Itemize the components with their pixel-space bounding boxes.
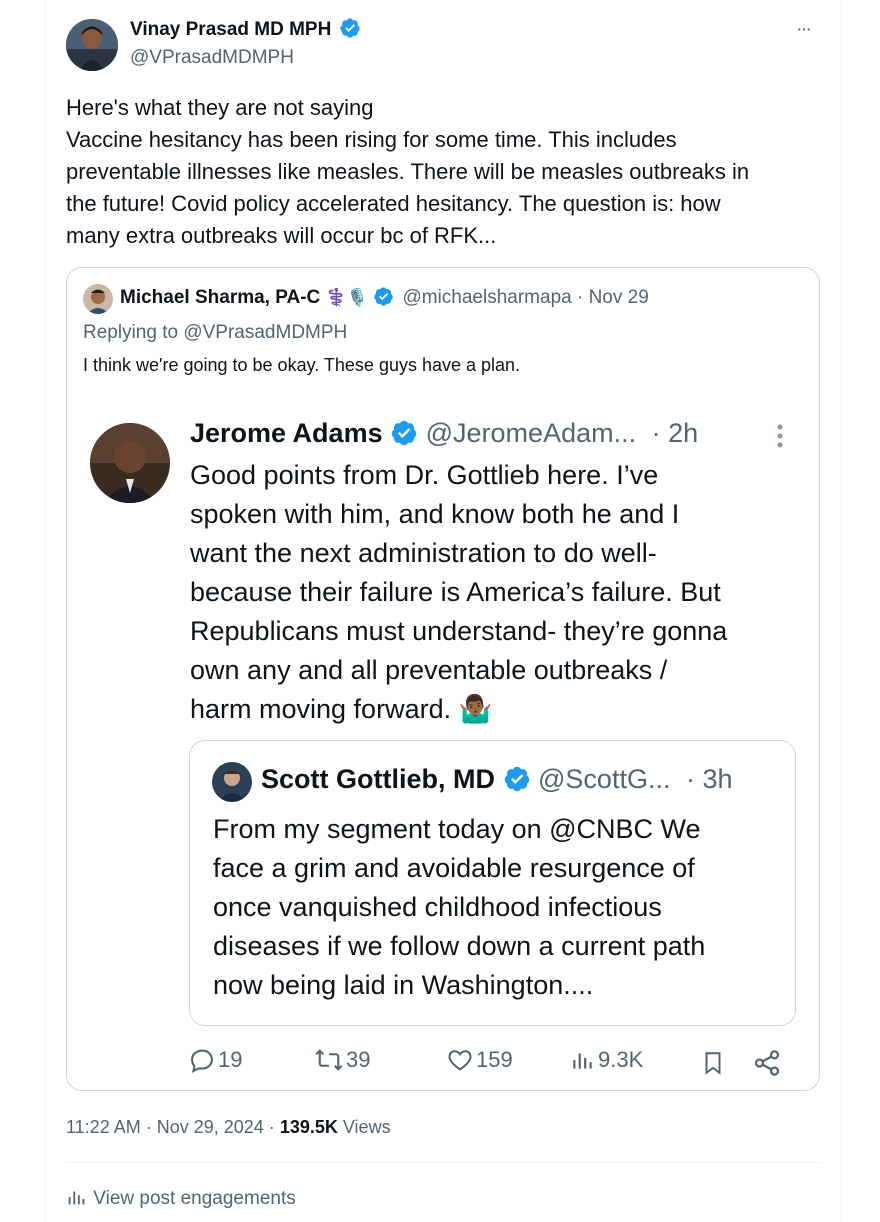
- jerome-time: · 2h: [651, 418, 699, 448]
- gottlieb-text: [213, 810, 705, 1005]
- jerome-text-line: harm moving forward. 🤷🏾‍♂️: [190, 694, 493, 724]
- like-count: 159: [476, 1047, 513, 1072]
- tweet-text-line: Here's what they are not saying: [66, 95, 374, 120]
- gottlieb-text-line: once vanquished childhood infectious: [213, 892, 662, 922]
- tweet-text-line: many extra outbreaks will occur bc of RFK...: [66, 223, 497, 248]
- gottlieb-name: Scott Gottlieb, MD: [261, 764, 495, 794]
- verified-badge-icon: [339, 17, 361, 39]
- quoted-author-name: Michael Sharma, PA-C: [120, 287, 321, 308]
- like-action: [446, 1046, 513, 1074]
- share-icon: [752, 1048, 782, 1078]
- quoted-handle-date: @michaelsharmapa · Nov 29: [402, 287, 649, 308]
- author-name[interactable]: Vinay Prasad MD MPH: [130, 19, 332, 40]
- verified-badge-icon: [373, 286, 394, 307]
- quoted-avatar-image: [83, 284, 113, 314]
- reply-action: [188, 1046, 242, 1074]
- reply-icon: [188, 1046, 216, 1074]
- replying-to: Replying to @VPrasadMDMPH: [83, 322, 348, 343]
- gottlieb-text-line: now being laid in Washington....: [213, 970, 594, 1000]
- views-count: 9.3K: [598, 1047, 644, 1072]
- jerome-text-line: because their failure is America’s failure. But: [190, 577, 721, 607]
- timestamp[interactable]: 11:22 AM · Nov 29, 2024 ·: [66, 1117, 275, 1137]
- gottlieb-avatar-image: [212, 762, 252, 802]
- engagements-label: View post engagements: [93, 1188, 296, 1209]
- author-avatar[interactable]: [66, 19, 118, 71]
- page-border-right: [841, 0, 842, 1222]
- verified-badge-icon: [503, 765, 531, 793]
- quoted-header-row: [120, 287, 649, 309]
- heart-icon: [446, 1046, 474, 1074]
- views-action: [570, 1046, 643, 1074]
- jerome-text: [190, 456, 727, 729]
- more-options-icon[interactable]: ···: [796, 18, 810, 40]
- views-count-main: 139.5K: [279, 1117, 338, 1137]
- views-label: Views: [342, 1117, 391, 1137]
- more-options-vertical-icon: [774, 422, 786, 450]
- author-handle[interactable]: @VPrasadMDMPH: [130, 47, 294, 68]
- jerome-name: Jerome Adams: [190, 418, 383, 448]
- repost-action: [314, 1046, 370, 1074]
- bookmark-icon: [700, 1049, 726, 1077]
- verified-badge-icon: [390, 419, 418, 447]
- repost-count: 39: [346, 1047, 371, 1072]
- tweet-text-line: preventable illnesses like measles. There will be measles outbreaks in: [66, 159, 750, 184]
- gottlieb-text-line: face a grim and avoidable resurgence of: [213, 853, 695, 883]
- tweet-text-line: Vaccine hesitancy has been rising for some time. This includes: [66, 127, 677, 152]
- jerome-handle: @JeromeAdam...: [425, 418, 637, 448]
- page-border-left: [44, 0, 45, 1222]
- jerome-text-line: spoken with him, and know both he and I: [190, 499, 680, 529]
- gottlieb-text-line: From my segment today on @CNBC We: [213, 814, 701, 844]
- analytics-icon: [570, 1046, 596, 1074]
- jerome-text-line: own any and all preventable outbreaks /: [190, 655, 668, 685]
- timestamp-row: [66, 1117, 391, 1138]
- view-engagements-link[interactable]: [66, 1186, 296, 1210]
- gottlieb-time: · 3h: [685, 764, 733, 794]
- divider: [66, 1162, 820, 1163]
- jerome-header-row: [190, 418, 698, 449]
- quoted-badges: ⚕️🎙️: [325, 288, 368, 307]
- avatar-image: [66, 19, 118, 71]
- tweet-text: [66, 92, 749, 252]
- gottlieb-handle: @ScottG...: [538, 764, 671, 794]
- jerome-text-line: Good points from Dr. Gottlieb here. I’ve: [190, 460, 659, 490]
- jerome-text-line: Republicans must understand- they’re gonna: [190, 616, 728, 646]
- jerome-text-line: want the next administration to do well-: [190, 538, 657, 568]
- jerome-avatar-image: [90, 423, 170, 503]
- tweet-text-line: the future! Covid policy accelerated hesitancy. The question is: how: [66, 191, 721, 216]
- repost-icon: [314, 1046, 344, 1074]
- analytics-icon: [66, 1186, 88, 1208]
- author-name-row: [130, 19, 361, 41]
- gottlieb-text-line: diseases if we follow down a current path: [213, 931, 706, 961]
- quoted-author-avatar: [83, 284, 113, 314]
- jerome-avatar: [90, 423, 170, 503]
- gottlieb-header-row: [261, 764, 733, 795]
- reply-count: 19: [218, 1047, 243, 1072]
- gottlieb-avatar: [212, 762, 252, 802]
- quoted-text: I think we're going to be okay. These guys have a plan.: [83, 355, 521, 375]
